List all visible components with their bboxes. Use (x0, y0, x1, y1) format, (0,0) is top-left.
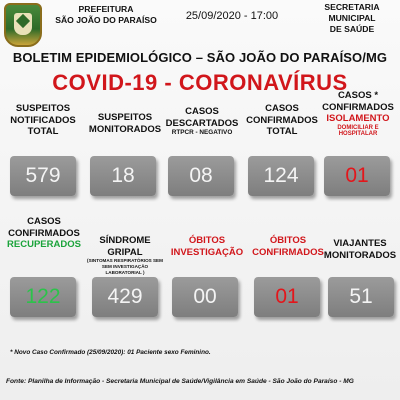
new-case-note: * Novo Caso Confirmado (25/09/2020): 01 Paciente sexo Feminino. (10, 349, 211, 356)
card-label-line: DESCARTADOS (165, 117, 239, 129)
prefeitura-header (46, 4, 166, 26)
secretaria-header (304, 2, 400, 35)
value-casos-recuperados: 122 (10, 277, 76, 317)
card-label-line: ISOLAMENTO (326, 113, 390, 124)
card-sindrome-gripal (84, 235, 166, 277)
bulletin-title: BOLETIM EPIDEMIOLÓGICO – SÃO JOÃO DO PARAÍSO/MG (12, 50, 388, 65)
card-viajantes-monitorados (320, 238, 400, 261)
card-label-line: CASOS (185, 106, 219, 117)
municipal-crest-logo (4, 3, 42, 47)
value-casos-descartados: 08 (168, 156, 234, 196)
city-label: SÃO JOÃO DO PARAÍSO (55, 15, 157, 25)
card-label-line: ÓBITOS (269, 235, 307, 246)
covid-headline: COVID-19 - CORONAVÍRUS (52, 70, 348, 95)
prefeitura-label: PREFEITURA (78, 4, 134, 14)
card-label-line: SÍNDROME GRIPAL (99, 235, 151, 258)
card-label-line: CONFIRMADOS (8, 227, 80, 239)
card-label-line: TOTAL (27, 126, 59, 137)
card-label-line: CONFIRMADOS (322, 101, 394, 113)
card-suspeitos-notificados (6, 103, 80, 138)
secretaria-line1: SECRETARIA (324, 2, 380, 12)
card-label-line: CONFIRMADOS (246, 114, 318, 126)
card-label-line: CASOS (265, 103, 299, 114)
card-sublabel: SEM INVESTIGAÇÃO LABORATORIAL ) (101, 264, 149, 276)
bulletin-datetime: 25/09/2020 - 17:00 (185, 10, 279, 22)
card-casos-isolamento (318, 90, 398, 137)
value-sindrome-gripal: 429 (92, 277, 158, 317)
value-obitos-investigacao: 00 (172, 277, 238, 317)
value-casos-confirmados-total: 124 (248, 156, 314, 196)
card-label-line: MONITORADOS (88, 123, 162, 135)
card-casos-recuperados (4, 216, 84, 251)
card-casos-confirmados-total (244, 103, 320, 138)
data-source: Fonte: Planilha de Informação - Secretaria Municipal de Saúde/Vigilância em Saúde - São João do Paraíso - MG (6, 378, 354, 385)
card-sublabel: RTPCR - NEGATIVO (171, 129, 233, 136)
card-sublabel: DOMICILIAR E HOSPITALAR (337, 124, 379, 137)
card-obitos-investigacao (166, 235, 248, 258)
card-label-line: INVESTIGAÇÃO (170, 246, 244, 258)
secretaria-line3: DE SAÚDE (329, 24, 375, 34)
value-casos-isolamento: 01 (324, 156, 390, 196)
card-label-line: NOTIFICADOS (10, 114, 76, 126)
card-label-line: RECUPERADOS (7, 239, 81, 250)
value-suspeitos-monitorados: 18 (90, 156, 156, 196)
card-label-line: CASOS (27, 216, 61, 227)
card-label-line: CASOS * (337, 90, 379, 101)
value-suspeitos-notificados: 579 (10, 156, 76, 196)
value-obitos-confirmados: 01 (254, 277, 320, 317)
card-label-line: ÓBITOS (188, 235, 226, 246)
card-casos-descartados (164, 106, 240, 136)
card-sublabel: (SINTOMAS RESPIRATÓRIOS SEM (87, 258, 163, 263)
card-obitos-confirmados (248, 235, 328, 258)
secretaria-line2: MUNICIPAL (328, 13, 376, 23)
card-label-line: MONITORADOS (323, 249, 397, 261)
card-label-line: SUSPEITOS (97, 112, 153, 123)
card-suspeitos-monitorados (86, 112, 164, 135)
card-label-line: TOTAL (266, 126, 298, 137)
card-label-line: CONFIRMADOS (252, 246, 324, 258)
value-viajantes-monitorados: 51 (328, 277, 394, 317)
card-label-line: SUSPEITOS (15, 103, 71, 114)
card-label-line: VIAJANTES (333, 238, 387, 249)
